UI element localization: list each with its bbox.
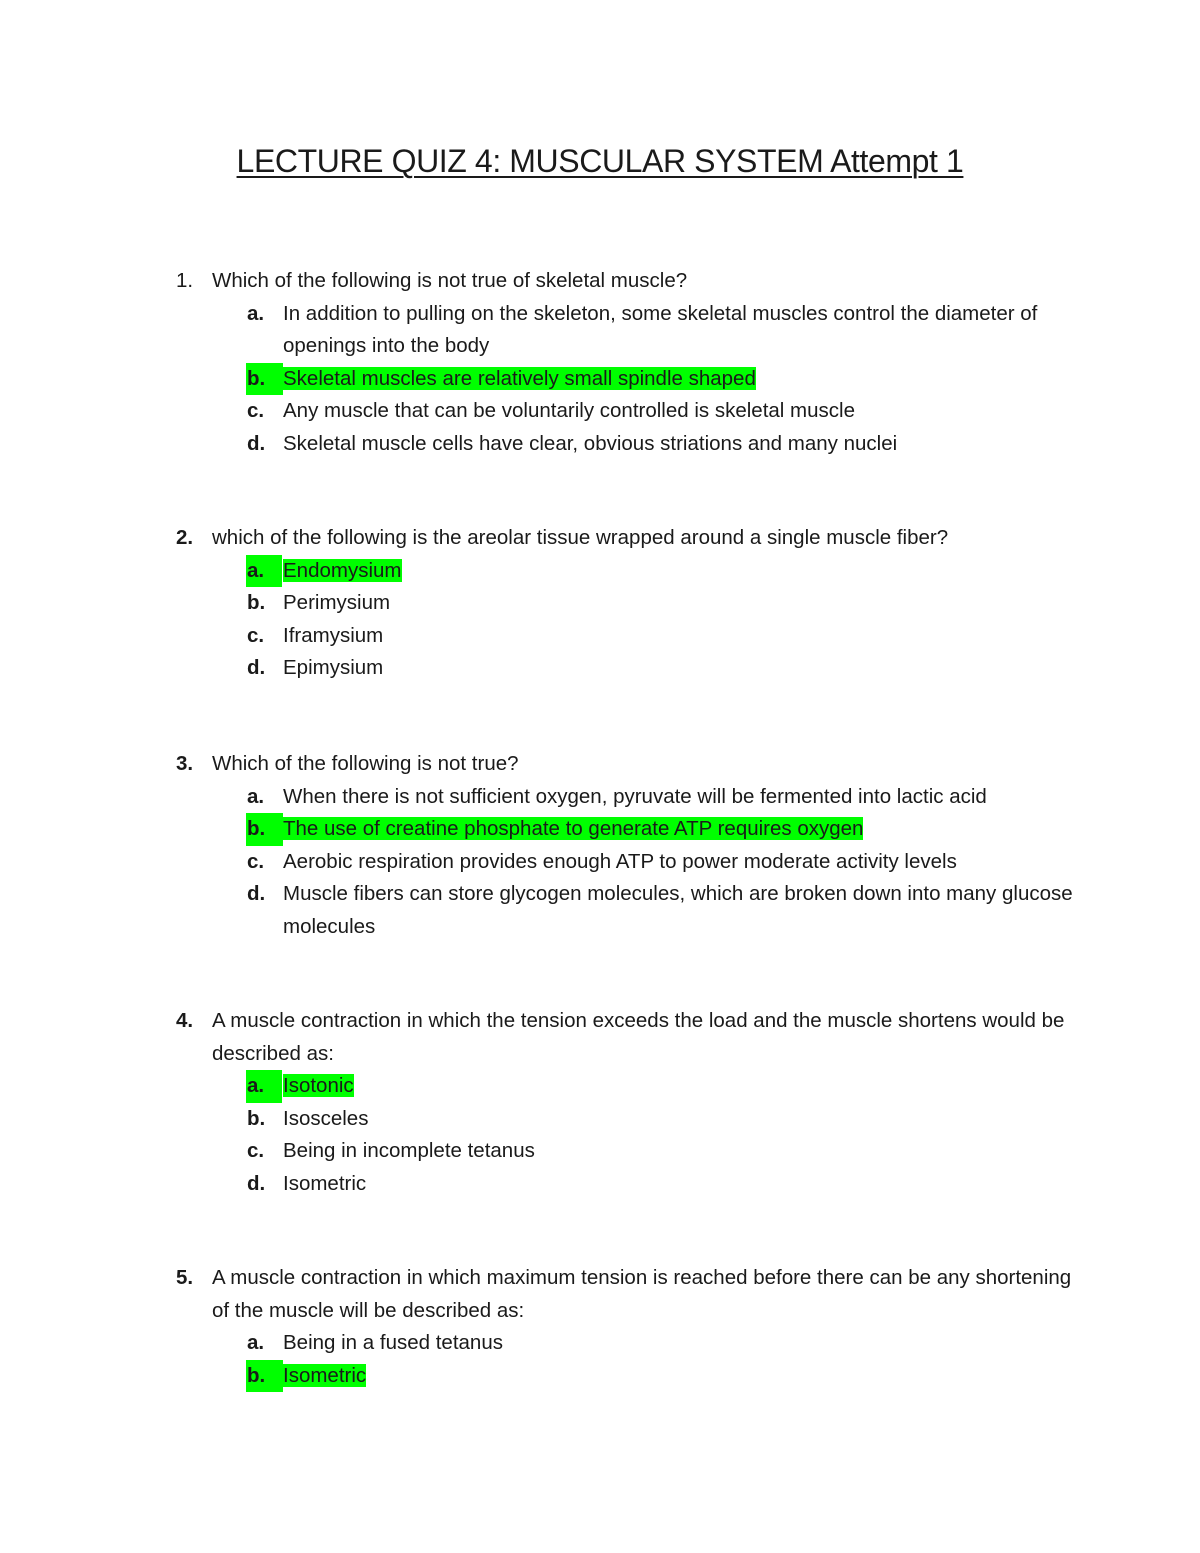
option-text: Skeletal muscle cells have clear, obvious striations and many nuclei [283,431,898,455]
option-text: Any muscle that can be voluntarily controlled is skeletal muscle [283,399,855,422]
question-number: 1. [176,269,194,292]
option-text-highlighted: Skeletal muscles are relatively small spindle shaped [283,366,756,390]
option-text: Muscle fibers can store glycogen molecules, which are broken down into many glucose molecules [283,882,1073,938]
question-number: 5. [176,1266,194,1289]
option-text: Isometric [283,1171,367,1195]
option-list [176,555,1076,685]
option-text: Being in a fused tetanus [283,1331,503,1354]
option-d [176,1168,1076,1201]
option-list [176,1327,1076,1392]
option-letter: a. [246,555,282,588]
question-stem [176,748,1076,781]
question-stem [176,522,1076,555]
question-number: 4. [176,1009,194,1032]
option-letter: a. [246,1070,282,1103]
page-title: LECTURE QUIZ 4: MUSCULAR SYSTEM Attempt 1 [236,143,964,179]
question-1 [176,265,1076,460]
option-letter: c. [247,623,265,647]
option-letter: b. [246,1360,283,1393]
option-letter: a. [247,1331,265,1354]
option-letter: b. [246,363,283,396]
option-letter: b. [246,813,283,846]
option-text: Iframysium [283,623,384,647]
option-list [176,781,1076,944]
question-number: 3. [176,752,194,775]
option-text: Aerobic respiration provides enough ATP to power moderate activity levels [283,849,957,873]
option-b [176,363,1076,396]
option-letter: b. [247,591,266,614]
question-4 [176,1005,1076,1200]
option-letter: d. [247,431,266,455]
question-2 [176,522,1076,685]
option-list [176,1070,1076,1200]
option-letter: c. [247,849,265,873]
question-stem [176,1262,1076,1327]
question-text: A muscle contraction in which maximum tension is reached before there can be any shortening of the muscle will be described as: [212,1266,1072,1322]
option-b [176,813,1076,846]
option-d [176,652,1076,685]
question-text: Which of the following is not true? [212,752,519,775]
option-letter: d. [247,882,266,905]
option-d [176,428,1076,461]
option-a [176,1070,1076,1103]
option-text: Perimysium [283,591,391,614]
option-text-highlighted: Isometric [283,1363,367,1387]
question-text: A muscle contraction in which the tension exceeds the load and the muscle shortens would be described as: [212,1009,1065,1065]
option-letter: d. [247,656,266,679]
option-a [176,1327,1076,1360]
option-c [176,620,1076,653]
option-text: When there is not sufficient oxygen, pyruvate will be fermented into lactic acid [283,784,987,808]
option-letter: a. [247,301,265,325]
question-text: which of the following is the areolar tissue wrapped around a single muscle fiber? [212,526,949,549]
option-letter: c. [247,399,265,422]
option-c [176,846,1076,879]
question-5 [176,1262,1076,1392]
option-b [176,1360,1076,1393]
option-letter: b. [247,1106,266,1130]
option-c [176,1135,1076,1168]
option-text: Being in incomplete tetanus [283,1139,535,1162]
question-stem [176,1005,1076,1070]
option-b [176,587,1076,620]
option-letter: c. [247,1139,265,1162]
option-a [176,298,1076,363]
option-list [176,298,1076,461]
question-text: Which of the following is not true of skeletal muscle? [212,269,688,292]
option-c [176,395,1076,428]
option-letter: d. [247,1171,266,1195]
option-letter: a. [247,784,265,808]
option-a [176,781,1076,814]
option-a [176,555,1076,588]
option-text-highlighted: The use of creatine phosphate to generate ATP requires oxygen [283,817,864,840]
option-text: Isosceles [283,1106,369,1130]
question-number: 2. [176,526,194,549]
option-text: In addition to pulling on the skeleton, some skeletal muscles control the diameter of openings into the body [283,301,1038,357]
option-b [176,1103,1076,1136]
option-d [176,878,1076,943]
option-text-highlighted: Isotonic [283,1074,354,1097]
question-stem [176,265,1076,298]
option-text-highlighted: Endomysium [283,558,402,582]
option-text: Epimysium [283,656,384,679]
question-3 [176,748,1076,943]
